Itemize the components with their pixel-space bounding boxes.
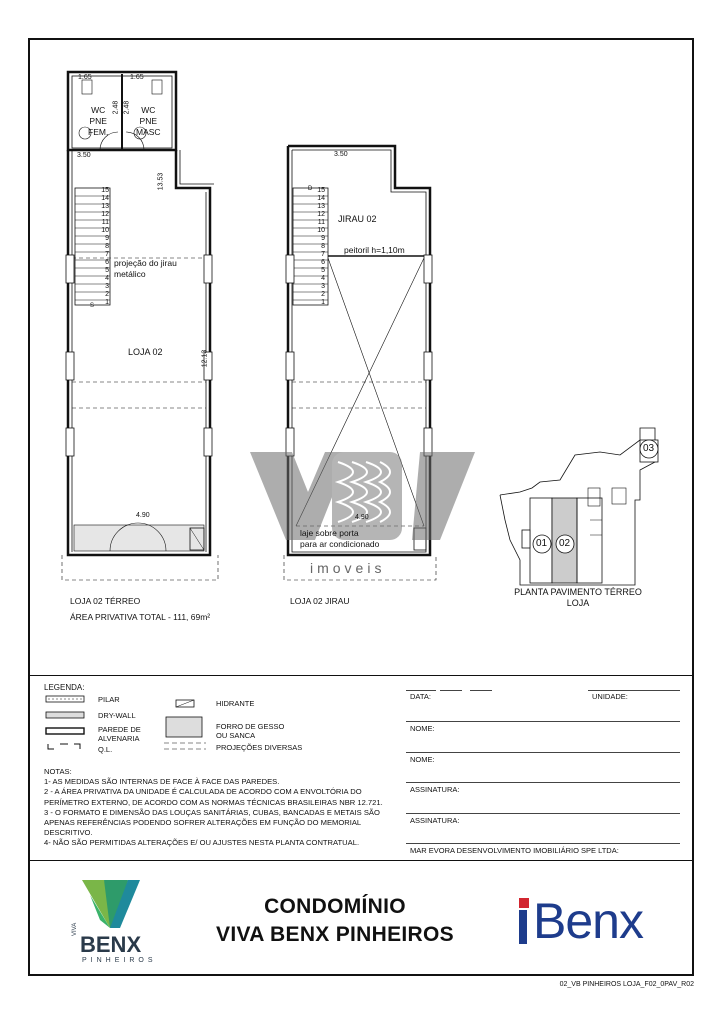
dim-terreo-width-top: 3.50 bbox=[77, 152, 91, 159]
dim-wc-masc-width: 1.65 bbox=[130, 74, 144, 81]
key-unit-01: 01 bbox=[536, 538, 548, 549]
legend-drywall: DRY-WALL bbox=[98, 711, 136, 720]
legend-projecoes: PROJEÇÕES DIVERSAS bbox=[216, 743, 303, 752]
viva-logo-text: VIVA bbox=[72, 922, 78, 936]
data-label: DATA: bbox=[410, 692, 431, 701]
wc-masc-label: WC PNE MASC bbox=[136, 105, 161, 137]
dim-terreo-length: 13.53 bbox=[157, 172, 165, 191]
assinatura2-label: ASSINATURA: bbox=[410, 816, 460, 825]
pinheiros-logo-text: PINHEIROS bbox=[82, 957, 157, 964]
note-4: 4- NÃO SÃO PERMITIDAS ALTERAÇÕES E/ OU AJUSTES NESTA PLANTA CONTRATUAL. bbox=[44, 838, 360, 848]
dim-wc-masc-depth: 2.48 bbox=[123, 100, 131, 115]
caption-jirau: LOJA 02 JIRAU bbox=[290, 596, 350, 606]
stair-up-mark: S bbox=[90, 303, 95, 309]
caption-terreo: LOJA 02 TÉRREO bbox=[70, 596, 141, 606]
title-line-2: VIVA BENX PINHEIROS bbox=[216, 923, 454, 946]
loja02-room-label: LOJA 02 bbox=[128, 347, 163, 357]
key-plan bbox=[500, 428, 658, 585]
note-2: 2 - A ÁREA PRIVATIVA DA UNIDADE É CALCULADA DE ACORDO COM A ENVOLTÓRIA DO PERÍMETRO EXTERNO, DE ACORDO COM AS NORMAS TÉCNICAS BRASILEIRAS NBR 12.721. bbox=[44, 787, 383, 807]
dim-wc-fem-width: 1.65 bbox=[78, 74, 92, 81]
key-plan-title: PLANTA PAVIMENTO TÉRREO LOJA bbox=[514, 587, 642, 608]
notes-title: NOTAS: bbox=[44, 767, 72, 776]
dim-jirau-width-top: 3.50 bbox=[334, 151, 348, 158]
legend-parede: PAREDE DE ALVENARIA bbox=[98, 725, 141, 743]
notes-block bbox=[44, 767, 394, 849]
watermark-text: imoveis bbox=[310, 560, 386, 576]
date-line-year bbox=[470, 690, 492, 691]
benx-logo-mark bbox=[519, 898, 529, 944]
benx-logo-text-right: Benx bbox=[533, 893, 643, 949]
note-1: 1- AS MEDIDAS SÃO INTERNAS DE FACE À FACE DAS PAREDES. bbox=[44, 777, 280, 787]
peitoril-note: peitoril h=1,10m bbox=[344, 245, 405, 255]
dim-terreo-inner-length: 12.13 bbox=[201, 349, 209, 368]
stair-down-mark: D bbox=[308, 186, 313, 192]
date-line-day bbox=[406, 690, 436, 691]
projection-note: projeção do jirau metálico bbox=[114, 258, 177, 279]
date-line-month bbox=[440, 690, 462, 691]
stair-numbers-jirau: 15 14 13 12 11 10 9 8 7 6 5 4 3 2 1 bbox=[317, 187, 325, 306]
dim-wc-fem-depth: 2.48 bbox=[112, 100, 120, 115]
stair-numbers-terreo: 15 14 13 12 11 10 9 8 7 6 5 4 3 2 1 bbox=[101, 187, 109, 306]
jirau02-room-label: JIRAU 02 bbox=[338, 214, 377, 224]
empresa-label: MAR EVORA DESENVOLVIMENTO IMOBILIÁRIO SPE LTDA: bbox=[410, 846, 619, 855]
key-unit-02: 02 bbox=[559, 538, 571, 549]
nome1-label: NOME: bbox=[410, 724, 435, 733]
benx-logo-text-left: BENX bbox=[80, 932, 142, 957]
unidade-label: UNIDADE: bbox=[592, 692, 628, 701]
nome2-label: NOME: bbox=[410, 755, 435, 764]
note-3: 3 - O FORMATO E DIMENSÃO DAS LOUÇAS SANITÁRIAS, CUBAS, BANCADAS E METAIS SÃO APENAS REFERÊNCIAS PODENDO SOFRER ALTERAÇÕES EM FUNÇÃO DO MEMORIAL DESCRITIVO. bbox=[44, 807, 380, 838]
wc-fem-label: WC PNE FEM. bbox=[88, 105, 109, 137]
assinatura2-line bbox=[406, 813, 680, 814]
nome2-line bbox=[406, 752, 680, 753]
dim-jirau-width-bottom: 4.90 bbox=[355, 514, 369, 521]
legend-hidrante: HIDRANTE bbox=[216, 699, 255, 708]
empresa-line bbox=[406, 843, 680, 844]
laje-note: laje sobre porta para ar condicionado bbox=[300, 528, 380, 549]
drawing-code: 02_VB PINHEIROS LOJA_F02_0PAV_R02 bbox=[559, 981, 694, 988]
nome1-line bbox=[406, 721, 680, 722]
legend-forro: FORRO DE GESSO OU SANCA bbox=[216, 722, 285, 740]
legend-pilar: PILAR bbox=[98, 695, 120, 704]
viva-benx-logo-mark bbox=[82, 880, 140, 928]
assinatura1-line bbox=[406, 782, 680, 783]
terreo-plan bbox=[62, 72, 218, 580]
title-line-1: CONDOMÍNIO bbox=[264, 895, 406, 918]
assinatura1-label: ASSINATURA: bbox=[410, 785, 460, 794]
key-unit-03: 03 bbox=[643, 443, 655, 454]
area-total: ÁREA PRIVATIVA TOTAL - 111, 69m² bbox=[70, 612, 211, 622]
legend-ql: Q.L. bbox=[98, 745, 113, 754]
legend-title: LEGENDA: bbox=[44, 683, 85, 692]
project-title bbox=[180, 893, 490, 949]
unidade-line bbox=[588, 690, 680, 691]
dim-terreo-width-bottom: 4.90 bbox=[136, 512, 150, 519]
watermark-logo bbox=[250, 452, 475, 540]
